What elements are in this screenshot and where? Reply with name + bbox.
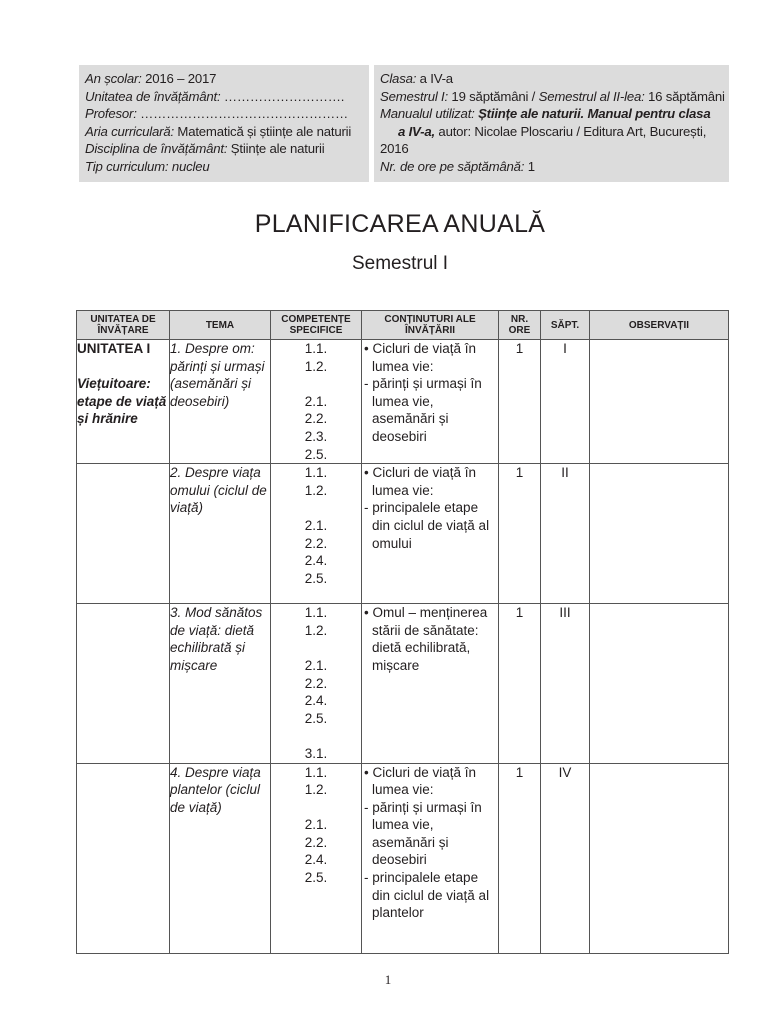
competences-cell [271,763,362,953]
competence-code: 2.4. [304,553,328,569]
unit-cell [77,340,170,464]
competences-cell [271,464,362,604]
competence-code: 1.2. [304,622,328,638]
competence-code: 1.1. [304,605,328,621]
school-unit-line: Unitatea de învățământ: ………………………. [85,88,345,104]
content-dash-item: - principalele etape din ciclul de viață al omului [364,500,490,551]
curriculum-type-line: Tip curriculum: nucleu [85,158,210,174]
class-line: Clasa: a IV-a [380,71,453,86]
header-observations: OBSERVAȚII [590,311,729,340]
competence-code: 2.5. [304,710,328,726]
competence-code: 2.2. [304,675,328,691]
hours-cell: 1 [499,464,541,604]
school-year-line: An școlar: 2016 – 2017 [85,71,217,86]
school-info-box [79,65,369,182]
competence-code: 3.1. [304,745,328,761]
competence-code: 1.2. [304,782,328,798]
theme-cell: 4. Despre viața plantelor (ciclul de viață) [170,763,271,953]
table-row [77,604,729,763]
competence-code [271,727,361,745]
competence-code [271,639,361,657]
competence-code: 2.1. [304,817,328,833]
competence-code [271,375,361,393]
competence-code [271,799,361,817]
header-week: SĂPT. [541,311,590,340]
competence-code: 2.1. [304,517,328,533]
unit-name: Viețuitoare: etape de viață și hrănire [77,376,167,427]
competence-code: 1.1. [304,341,328,356]
competences-cell [271,340,362,464]
content-dash-item: - părinți și urmași în lumea vie, asemănări și deosebiri [364,799,482,868]
contents-cell [362,464,499,604]
contents-cell [362,340,499,464]
competence-code: 2.3. [304,428,328,444]
theme-cell: 2. Despre viața omului (ciclul de viață) [170,464,271,604]
observations-cell [590,604,729,763]
manual-author-line: a IV-a, autor: Nicolae Ploscariu / Editura Art, București, [398,123,707,139]
competence-code: 2.5. [304,446,328,462]
competence-code: 2.5. [304,570,328,586]
header-theme: TEMA [170,311,271,340]
page-number: 1 [384,972,392,987]
manual-year-line: 2016 [380,141,409,157]
contents-cell [362,604,499,763]
header-competences: COMPETENȚE SPECIFICE [271,311,362,340]
contents-cell [362,763,499,953]
observations-cell [590,464,729,604]
theme-cell: 3. Mod sănătos de viață: dietă echilibrată și mișcare [170,604,271,763]
competence-code: 1.2. [304,358,328,374]
week-cell: III [541,604,590,763]
unit-label: UNITATEA I [77,341,151,356]
content-bullet: • Cicluri de viață în lumea vie: [364,465,477,498]
competence-code: 2.2. [304,535,328,551]
hours-cell: 1 [499,604,541,763]
hours-cell: 1 [499,340,541,464]
table-header-row [77,311,729,340]
unit-cell [77,464,170,604]
teacher-line: Profesor: ………………………………………… [85,106,348,122]
content-bullet: • Omul – menținerea stării de sănătate: dietă echilibrată, mișcare [364,605,488,673]
curricular-area-line: Aria curriculară: Matematică și științe ale naturii [85,123,352,139]
competence-code: 2.5. [304,870,328,886]
week-cell: IV [541,763,590,953]
competence-code: 1.1. [304,465,328,481]
competence-code: 2.4. [304,852,328,868]
content-dash-item: - părinți și urmași în lumea vie, asemănări și deosebiri [364,376,482,444]
header-unit: UNITATEA DE ÎNVĂȚARE [77,311,170,340]
unit-cell [77,763,170,953]
content-bullet: • Cicluri de viață în lumea vie: [364,341,477,374]
manual-line: Manualul utilizat: Științe ale naturii. Manual pentru clasa [380,106,711,122]
competence-code: 2.4. [304,693,328,709]
hours-per-week-line: Nr. de ore pe săptămână: 1 [380,158,535,174]
header-contents: CONȚINUTURI ALE ÎNVĂȚĂRII [362,311,499,340]
competence-code [271,499,361,517]
competence-code: 1.2. [304,482,328,498]
discipline-line: Disciplina de învățământ: Științe ale naturii [85,141,325,157]
competence-code: 2.2. [304,834,328,850]
competence-code: 2.2. [304,411,328,427]
competence-code: 2.1. [304,657,328,673]
unit-cell [77,604,170,763]
theme-cell: 1. Despre om: părinți și urmași (asemănări și deosebiri) [170,340,271,464]
semester-title: Semestrul I [351,253,449,274]
week-cell: I [541,340,590,464]
table-row [77,763,729,953]
content-dash-item: - principalele etape din ciclul de viață al plantelor [364,870,490,921]
observations-cell [590,340,729,464]
semesters-line: Semestrul I: 19 săptămâni / Semestrul al II-lea: 16 săptămâni [380,88,725,104]
competence-code: 2.1. [304,393,328,409]
header-hours: NR. ORE [499,311,541,340]
week-cell: II [541,464,590,604]
table-row [77,340,729,464]
class-info-box [374,65,729,182]
hours-cell: 1 [499,763,541,953]
competence-code: 1.1. [304,764,328,780]
competences-cell [271,604,362,763]
page-title: PLANIFICAREA ANUALĂ [254,210,546,238]
content-bullet: • Cicluri de viață în lumea vie: [364,764,477,798]
observations-cell [590,763,729,953]
table-row [77,464,729,604]
annual-plan-table [76,310,729,954]
